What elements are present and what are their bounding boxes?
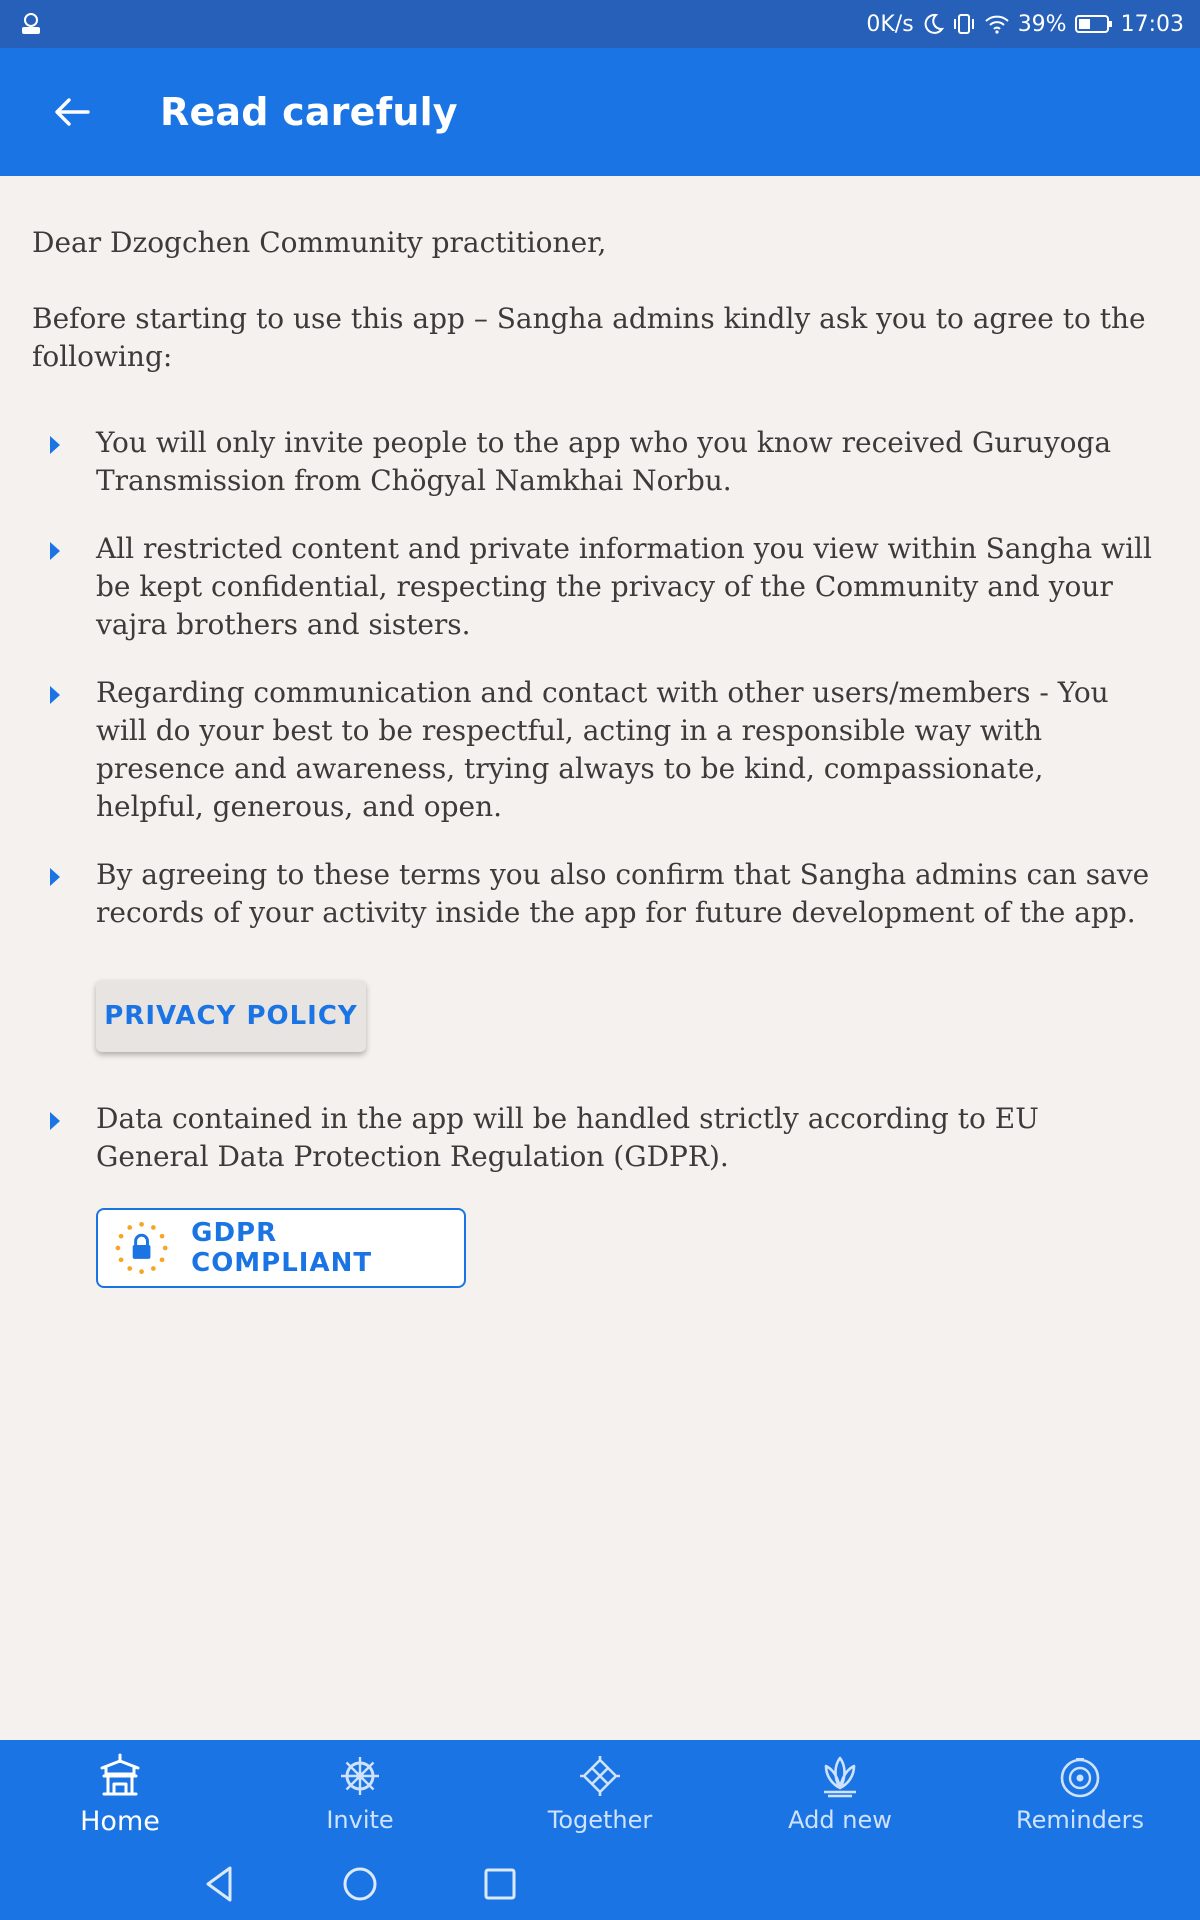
system-home-icon[interactable] xyxy=(338,1862,382,1906)
clock: 17:03 xyxy=(1120,11,1184,37)
nav-item-home[interactable] xyxy=(0,1740,240,1850)
nav-label: Reminders xyxy=(1016,1806,1144,1834)
nav-label: Invite xyxy=(326,1806,394,1834)
nav-item-add-new[interactable] xyxy=(720,1740,960,1850)
gdpr-label: GDPR COMPLIANT xyxy=(191,1218,373,1278)
bullet-triangle-icon xyxy=(50,686,60,704)
bullet-text: Data contained in the app will be handled strictly according to EU General Data Protection Regulation (GDPR). xyxy=(96,1102,1039,1173)
bullet-text: You will only invite people to the app who you know received Guruyoga Transmission from Chögyal Namkhai Norbu. xyxy=(96,426,1112,497)
nav-label: Add new xyxy=(788,1806,892,1834)
app-bar xyxy=(0,48,1200,176)
bullet-triangle-icon xyxy=(50,436,60,454)
wifi-icon xyxy=(984,13,1010,35)
gdpr-lock-icon xyxy=(112,1218,171,1278)
nav-label: Together xyxy=(547,1806,653,1834)
bullet-text: Regarding communication and contact with other users/members - You will do your best to be respectful, acting in a responsible way with presence and awareness, trying always to be kind, compassionate, helpful, generous, and open. xyxy=(96,676,1109,823)
greeting-text: Dear Dzogchen Community practitioner, xyxy=(32,226,607,259)
bullet-text: All restricted content and private information you view within Sangha will be kept confidential, respecting the privacy of the Community and your vajra brothers and sisters. xyxy=(96,532,1152,641)
gdpr-compliant-button[interactable] xyxy=(96,1208,466,1288)
status-bar xyxy=(0,0,1200,48)
nav-item-invite[interactable] xyxy=(240,1740,480,1850)
bell-icon xyxy=(1056,1752,1104,1800)
dharma-wheel-icon xyxy=(336,1752,384,1800)
page-title: Read carefuly xyxy=(160,90,458,134)
intro-text: Before starting to use this app – Sangha admins kindly ask you to agree to the following: xyxy=(32,302,1146,373)
vibrate-icon xyxy=(952,13,976,35)
notification-icon xyxy=(18,11,44,37)
bullet-triangle-icon xyxy=(50,542,60,560)
lotus-icon xyxy=(816,1752,864,1800)
temple-icon xyxy=(96,1752,144,1800)
bullet-text: By agreeing to these terms you also confirm that Sangha admins can save records of your activity inside the app for future development of the app. xyxy=(96,858,1150,929)
endless-knot-icon xyxy=(576,1752,624,1800)
bullet-triangle-icon xyxy=(50,868,60,886)
battery-percent: 39% xyxy=(1017,11,1067,37)
net-speed: 0K/s xyxy=(866,11,914,37)
arrow-left-icon xyxy=(54,97,90,127)
terms-content xyxy=(0,176,1200,1740)
bullet-triangle-icon xyxy=(50,1112,60,1130)
nav-item-reminders[interactable] xyxy=(960,1740,1200,1850)
system-back-icon[interactable] xyxy=(198,1862,242,1906)
nav-label: Home xyxy=(80,1806,160,1837)
privacy-policy-button[interactable]: PRIVACY POLICY xyxy=(96,980,366,1052)
battery-icon xyxy=(1075,14,1113,34)
back-button[interactable] xyxy=(48,88,96,136)
moon-icon xyxy=(922,13,944,35)
system-recents-icon[interactable] xyxy=(478,1862,522,1906)
nav-item-together[interactable] xyxy=(480,1740,720,1850)
bottom-navigation xyxy=(0,1740,1200,1920)
